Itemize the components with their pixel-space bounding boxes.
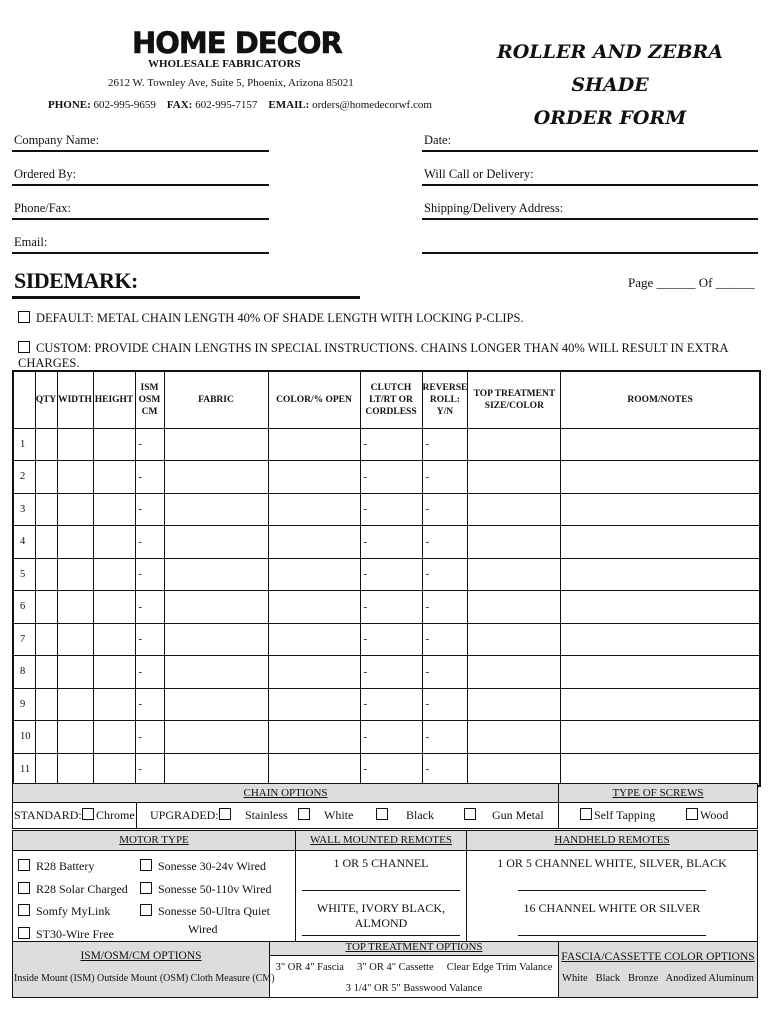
- shipping-field-1[interactable]: [422, 218, 758, 220]
- cell-qty[interactable]: [35, 623, 57, 656]
- ism-options-title: ISM/OSM/CM OPTIONS: [80, 950, 202, 962]
- cell-height[interactable]: [93, 493, 135, 526]
- cell-clutch[interactable]: -: [360, 493, 422, 526]
- cell-room[interactable]: [561, 591, 760, 624]
- cell-ism[interactable]: -: [135, 656, 164, 689]
- wall-remotes-blank1[interactable]: [302, 890, 460, 891]
- cell-color[interactable]: [268, 428, 360, 461]
- header-clutch: CLUTCH LT/RT OR CORDLESS: [360, 371, 422, 428]
- cell-height[interactable]: [93, 591, 135, 624]
- cell-top[interactable]: [468, 428, 561, 461]
- top-treatment-title: TOP TREATMENT OPTIONS: [345, 941, 483, 953]
- sidemark-label: SIDEMARK:: [14, 268, 138, 293]
- table-header-row: [13, 371, 760, 428]
- cell-reverse[interactable]: -: [422, 753, 468, 786]
- motor-type-title: MOTOR TYPE: [12, 830, 296, 851]
- cell-fabric[interactable]: [164, 493, 268, 526]
- cell-clutch[interactable]: -: [360, 558, 422, 591]
- table-row: [13, 753, 760, 786]
- standard-label: STANDARD:: [14, 808, 82, 822]
- cell-reverse[interactable]: -: [422, 688, 468, 721]
- gunmetal-checkbox[interactable]: [464, 808, 476, 820]
- cell-ism[interactable]: -: [135, 461, 164, 494]
- motor-left-checkbox[interactable]: [18, 904, 30, 916]
- cell-fabric[interactable]: [164, 656, 268, 689]
- motor-left-option[interactable]: [18, 900, 128, 923]
- cell-height[interactable]: [93, 461, 135, 494]
- header-color: COLOR/% OPEN: [268, 371, 360, 428]
- cell-room[interactable]: [561, 493, 760, 526]
- cell-color[interactable]: [268, 558, 360, 591]
- cell-rownum: 11: [13, 753, 35, 786]
- white-option[interactable]: White: [298, 808, 353, 823]
- cell-height[interactable]: [93, 623, 135, 656]
- cell-color[interactable]: [268, 461, 360, 494]
- cell-qty[interactable]: [35, 461, 57, 494]
- cell-fabric[interactable]: [164, 591, 268, 624]
- cell-room[interactable]: [561, 428, 760, 461]
- cell-height[interactable]: [93, 688, 135, 721]
- cell-clutch[interactable]: -: [360, 721, 422, 754]
- chain-divider: [136, 803, 137, 828]
- cell-qty[interactable]: [35, 526, 57, 559]
- will-call-field[interactable]: [422, 184, 758, 186]
- company-name-field[interactable]: [12, 150, 269, 152]
- ordered-by-field[interactable]: [12, 184, 269, 186]
- cell-ism[interactable]: -: [135, 623, 164, 656]
- cell-qty[interactable]: [35, 688, 57, 721]
- cell-fabric[interactable]: [164, 753, 268, 786]
- cell-qty[interactable]: [35, 493, 57, 526]
- cell-reverse[interactable]: -: [422, 461, 468, 494]
- email-label: EMAIL:: [268, 99, 310, 111]
- handheld-blank1[interactable]: [518, 890, 706, 891]
- motor-right-option[interactable]: [140, 855, 272, 878]
- chrome-option[interactable]: Chrome: [82, 808, 135, 823]
- form-title-line2: ORDER FORM: [533, 107, 687, 129]
- motor-right-option[interactable]: [140, 900, 272, 923]
- cell-rownum: 1: [13, 428, 35, 461]
- cell-reverse[interactable]: -: [422, 428, 468, 461]
- default-option-text: DEFAULT: METAL CHAIN LENGTH 40% OF SHADE LENGTH WITH LOCKING P-CLIPS.: [36, 311, 524, 325]
- wall-remotes-line2: WHITE, IVORY BLACK, ALMOND: [316, 901, 446, 930]
- company-address: 2612 W. Townley Ave, Suite 5, Phoenix, Arizona 85021: [108, 77, 354, 89]
- ism-options-text: Inside Mount (ISM) Outside Mount (OSM) Cloth Measure (CM): [14, 973, 275, 984]
- ordered-by-label: Ordered By:: [14, 167, 77, 181]
- cell-fabric[interactable]: [164, 688, 268, 721]
- motor-left-option[interactable]: [18, 855, 128, 878]
- cell-rownum: 7: [13, 623, 35, 656]
- fascia-text: White Black Bronze Anodized Aluminum: [562, 973, 754, 984]
- email-value: orders@homedecorwf.com: [312, 99, 432, 111]
- self-tapping-option[interactable]: Self Tapping: [580, 808, 655, 823]
- sidemark-field[interactable]: [12, 296, 360, 299]
- cell-width[interactable]: [57, 753, 93, 786]
- header-height: HEIGHT: [93, 371, 135, 428]
- cell-color[interactable]: [268, 688, 360, 721]
- phone-fax-field[interactable]: [12, 218, 269, 220]
- cell-ism[interactable]: -: [135, 526, 164, 559]
- handheld-remotes-title: HANDHELD REMOTES: [466, 830, 758, 851]
- cell-width[interactable]: [57, 721, 93, 754]
- cell-ism[interactable]: -: [135, 721, 164, 754]
- form-title-line1: ROLLER AND ZEBRA SHADE: [496, 41, 724, 96]
- contact-line: [48, 99, 432, 111]
- cell-height[interactable]: [93, 428, 135, 461]
- cell-ism[interactable]: -: [135, 591, 164, 624]
- cell-top[interactable]: [468, 461, 561, 494]
- fax-label: FAX:: [166, 99, 193, 111]
- cell-qty[interactable]: [35, 591, 57, 624]
- cell-clutch[interactable]: -: [360, 623, 422, 656]
- cell-room[interactable]: [561, 753, 760, 786]
- motor-left-label: ST30-Wire Free: [36, 926, 114, 941]
- motor-left-option[interactable]: [18, 878, 128, 901]
- fascia-box: [558, 941, 758, 998]
- cell-ism[interactable]: -: [135, 428, 164, 461]
- cell-color[interactable]: [268, 623, 360, 656]
- cell-room[interactable]: [561, 656, 760, 689]
- cell-rownum: 8: [13, 656, 35, 689]
- form-title: [480, 36, 740, 135]
- header-top-treatment: TOP TREATMENT SIZE/COLOR: [468, 371, 561, 428]
- cell-width[interactable]: [57, 558, 93, 591]
- handheld-blank2[interactable]: [518, 935, 706, 936]
- cell-top[interactable]: [468, 526, 561, 559]
- company-logo: HOME DECOR: [132, 26, 342, 60]
- motor-right-label: Sonesse 50-Ultra Quiet: [158, 904, 270, 918]
- cell-color[interactable]: [268, 656, 360, 689]
- cell-room[interactable]: [561, 558, 760, 591]
- handheld-line2: 16 CHANNEL WHITE OR SILVER: [523, 901, 701, 915]
- cell-rownum: 10: [13, 721, 35, 754]
- will-call-label: Will Call or Delivery:: [424, 167, 534, 181]
- motor-left-list: [18, 855, 128, 945]
- motor-left-checkbox[interactable]: [18, 859, 30, 871]
- table-row: [13, 526, 760, 559]
- table-row: [13, 721, 760, 754]
- cell-rownum: 6: [13, 591, 35, 624]
- cell-qty[interactable]: [35, 558, 57, 591]
- cell-top[interactable]: [468, 493, 561, 526]
- cell-top[interactable]: [468, 558, 561, 591]
- cell-color[interactable]: [268, 493, 360, 526]
- wall-remotes-title: WALL MOUNTED REMOTES: [295, 830, 467, 851]
- motor-left-checkbox[interactable]: [18, 882, 30, 894]
- table-row: [13, 493, 760, 526]
- table-row: [13, 558, 760, 591]
- black-chain-checkbox[interactable]: [376, 808, 388, 820]
- cell-height[interactable]: [93, 656, 135, 689]
- cell-ism[interactable]: -: [135, 753, 164, 786]
- cell-rownum: 2: [13, 461, 35, 494]
- cell-color[interactable]: [268, 591, 360, 624]
- default-checkbox[interactable]: [18, 311, 30, 323]
- motor-right-checkbox[interactable]: [140, 882, 152, 894]
- cell-room[interactable]: [561, 461, 760, 494]
- table-row: [13, 623, 760, 656]
- shipping-label: Shipping/Delivery Address:: [424, 201, 564, 215]
- date-label: Date:: [424, 133, 452, 147]
- cell-height[interactable]: [93, 558, 135, 591]
- custom-checkbox[interactable]: [18, 341, 30, 353]
- cell-width[interactable]: [57, 461, 93, 494]
- cell-top[interactable]: [468, 656, 561, 689]
- phone-fax-label: Phone/Fax:: [14, 201, 71, 215]
- custom-option[interactable]: [18, 341, 770, 371]
- cell-rownum: 4: [13, 526, 35, 559]
- cell-top[interactable]: [468, 688, 561, 721]
- motor-right-checkbox[interactable]: [140, 859, 152, 871]
- cell-reverse[interactable]: -: [422, 721, 468, 754]
- email-label-field: Email:: [14, 235, 48, 249]
- cell-fabric[interactable]: [164, 558, 268, 591]
- header-qty: QTY: [35, 371, 57, 428]
- motor-wired-text: Wired: [188, 922, 218, 936]
- motor-right-checkbox[interactable]: [140, 904, 152, 916]
- motor-left-label: R28 Battery: [36, 859, 95, 873]
- order-table: [12, 370, 761, 787]
- cell-fabric[interactable]: [164, 721, 268, 754]
- cell-ism[interactable]: -: [135, 688, 164, 721]
- cell-height[interactable]: [93, 753, 135, 786]
- cell-fabric[interactable]: [164, 428, 268, 461]
- cell-rownum: 9: [13, 688, 35, 721]
- chrome-checkbox[interactable]: [82, 808, 94, 820]
- cell-qty[interactable]: [35, 656, 57, 689]
- black-option[interactable]: Black: [376, 808, 434, 823]
- cell-qty[interactable]: [35, 721, 57, 754]
- wall-remotes-line1: 1 OR 5 CHANNEL: [333, 856, 429, 870]
- cell-room[interactable]: [561, 623, 760, 656]
- motor-right-label: Sonesse 50-110v Wired: [158, 881, 272, 896]
- upgraded-label: UPGRADED:: [150, 808, 219, 822]
- motor-right-label: Sonesse 30-24v Wired: [158, 859, 266, 873]
- cell-qty[interactable]: [35, 753, 57, 786]
- cell-clutch[interactable]: -: [360, 656, 422, 689]
- cell-color[interactable]: [268, 721, 360, 754]
- screws-title: TYPE OF SCREWS: [558, 783, 758, 803]
- cell-top[interactable]: [468, 753, 561, 786]
- cell-clutch[interactable]: -: [360, 753, 422, 786]
- cell-width[interactable]: [57, 656, 93, 689]
- cell-width[interactable]: [57, 688, 93, 721]
- shipping-field-2[interactable]: [422, 252, 758, 254]
- header-room-notes: ROOM/NOTES: [561, 371, 760, 428]
- date-field[interactable]: [422, 150, 758, 152]
- cell-ism[interactable]: -: [135, 493, 164, 526]
- cell-reverse[interactable]: -: [422, 656, 468, 689]
- stainless-checkbox[interactable]: [219, 808, 231, 820]
- self-tapping-checkbox[interactable]: [580, 808, 592, 820]
- table-row: [13, 428, 760, 461]
- cell-reverse[interactable]: -: [422, 493, 468, 526]
- motor-left-label: Somfy MyLink: [36, 904, 111, 918]
- cell-reverse[interactable]: -: [422, 623, 468, 656]
- motor-left-label: R28 Solar Charged: [36, 881, 128, 896]
- cell-reverse[interactable]: -: [422, 591, 468, 624]
- header-width: WIDTH: [57, 371, 93, 428]
- header-fabric: FABRIC: [164, 371, 268, 428]
- top-treatment-line2: 3 1/4" OR 5" Basswood Valance: [345, 983, 483, 994]
- white-chain-checkbox[interactable]: [298, 808, 310, 820]
- cell-width[interactable]: [57, 591, 93, 624]
- phone-label: PHONE:: [48, 99, 91, 111]
- cell-reverse[interactable]: -: [422, 526, 468, 559]
- cell-top[interactable]: [468, 721, 561, 754]
- cell-rownum: 3: [13, 493, 35, 526]
- header-reverse: REVERSE ROLL: Y/N: [422, 371, 468, 428]
- cell-height[interactable]: [93, 526, 135, 559]
- cell-clutch[interactable]: -: [360, 591, 422, 624]
- company-name-label: Company Name:: [14, 133, 100, 147]
- email-field[interactable]: [12, 252, 269, 254]
- cell-room[interactable]: [561, 721, 760, 754]
- fax-value: 602-995-7157: [195, 99, 258, 111]
- page-of: Page ______ Of ______: [628, 275, 755, 290]
- stainless-option[interactable]: Stainless: [219, 808, 288, 823]
- cell-ism[interactable]: -: [135, 558, 164, 591]
- cell-width[interactable]: [57, 623, 93, 656]
- cell-room[interactable]: [561, 688, 760, 721]
- phone-value: 602-995-9659: [93, 99, 156, 111]
- cell-room[interactable]: [561, 526, 760, 559]
- cell-top[interactable]: [468, 623, 561, 656]
- wood-checkbox[interactable]: [686, 808, 698, 820]
- table-row: [13, 656, 760, 689]
- cell-height[interactable]: [93, 721, 135, 754]
- default-option[interactable]: [18, 311, 524, 326]
- fascia-title: FASCIA/CASSETTE COLOR OPTIONS: [561, 951, 755, 963]
- cell-clutch[interactable]: -: [360, 428, 422, 461]
- handheld-line1: 1 OR 5 CHANNEL WHITE, SILVER, BLACK: [497, 856, 727, 870]
- cell-qty[interactable]: [35, 428, 57, 461]
- gunmetal-option[interactable]: Gun Metal: [464, 808, 544, 823]
- cell-clutch[interactable]: -: [360, 461, 422, 494]
- cell-width[interactable]: [57, 428, 93, 461]
- motor-right-list: [140, 855, 272, 923]
- cell-color[interactable]: [268, 753, 360, 786]
- cell-fabric[interactable]: [164, 526, 268, 559]
- table-row: [13, 688, 760, 721]
- custom-option-text: CUSTOM: PROVIDE CHAIN LENGTHS IN SPECIAL INSTRUCTIONS. CHAINS LONGER THAN 40% WILL RESULT IN EXTRA CHARGES.: [18, 341, 728, 370]
- table-row: [13, 591, 760, 624]
- cell-reverse[interactable]: -: [422, 558, 468, 591]
- header-rownum: [13, 371, 35, 428]
- cell-width[interactable]: [57, 526, 93, 559]
- table-row: [13, 461, 760, 494]
- top-treatment-line1: 3" OR 4" Fascia 3" OR 4" Cassette Clear Edge Trim Valance: [275, 962, 553, 973]
- cell-rownum: 5: [13, 558, 35, 591]
- motor-left-checkbox[interactable]: [18, 927, 30, 939]
- cell-width[interactable]: [57, 493, 93, 526]
- chain-options-title: CHAIN OPTIONS: [12, 783, 559, 803]
- cell-clutch[interactable]: -: [360, 526, 422, 559]
- cell-clutch[interactable]: -: [360, 688, 422, 721]
- motor-right-option[interactable]: [140, 878, 272, 901]
- wall-remotes-blank2[interactable]: [302, 935, 460, 936]
- cell-color[interactable]: [268, 526, 360, 559]
- cell-fabric[interactable]: [164, 461, 268, 494]
- wood-option[interactable]: Wood: [686, 808, 728, 823]
- cell-fabric[interactable]: [164, 623, 268, 656]
- cell-top[interactable]: [468, 591, 561, 624]
- header-ism: ISM OSM CM: [135, 371, 164, 428]
- logo-subtitle: WHOLESALE FABRICATORS: [148, 58, 301, 70]
